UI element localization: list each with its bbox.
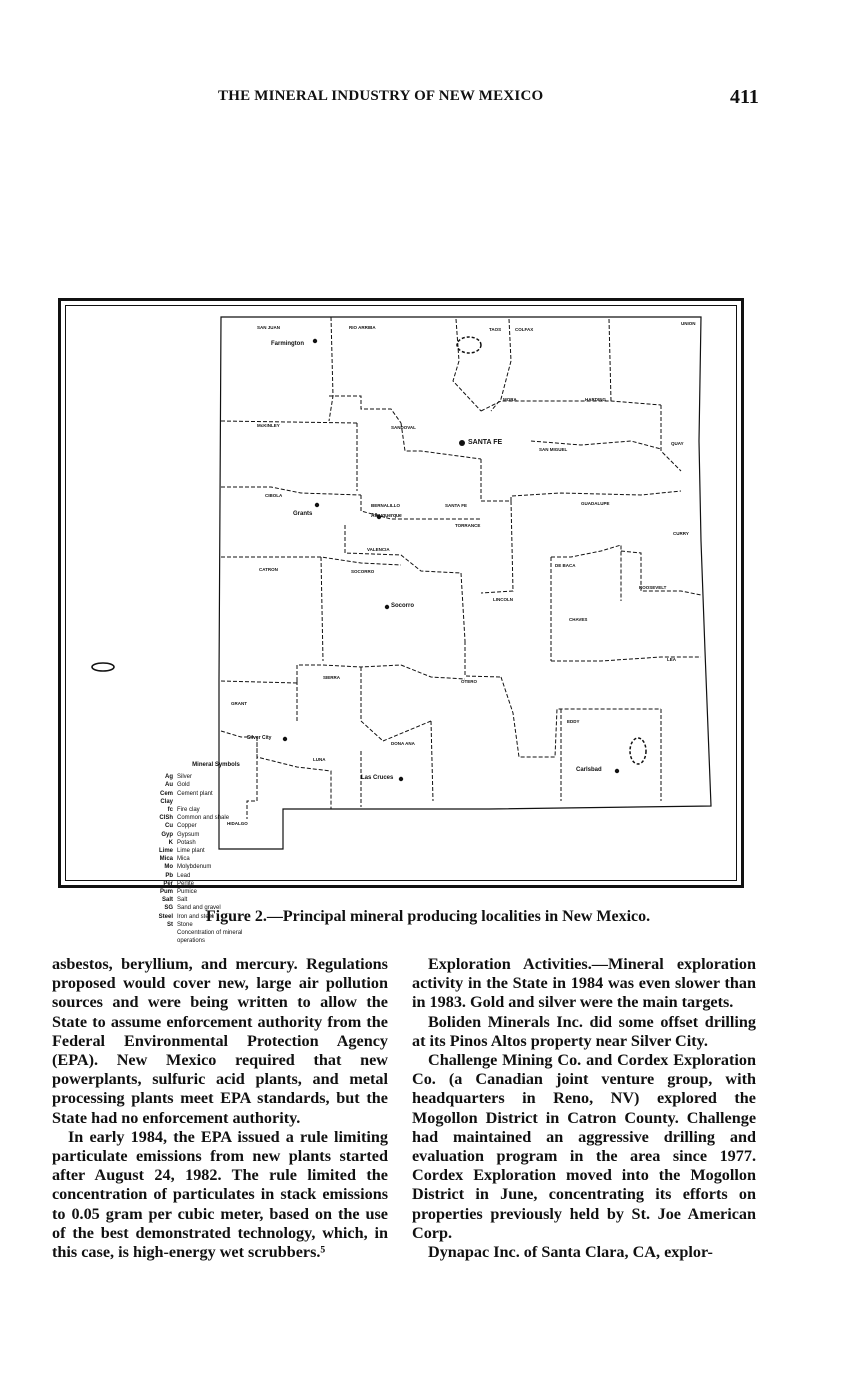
- county-line: [501, 677, 661, 757]
- legend-item: [145, 781, 257, 789]
- county-line: [481, 491, 681, 501]
- county-line: [609, 319, 611, 401]
- legend-desc: Salt: [177, 897, 188, 904]
- city-dot: [313, 339, 317, 343]
- county-label: COLFAX: [515, 327, 534, 332]
- county-label: DONA ANA: [391, 741, 415, 746]
- county-label: SAN MIGUEL: [539, 447, 568, 452]
- county-line: [461, 573, 465, 641]
- city-label-albuquerque: Albuquerque: [371, 513, 402, 519]
- legend-abbr: St: [167, 921, 173, 928]
- paragraph: Dynapac Inc. of Santa Clara, CA, explor-: [428, 1243, 713, 1262]
- county-label: QUAY: [671, 441, 684, 446]
- legend-item: [145, 855, 257, 863]
- county-label: SIERRA: [323, 675, 341, 680]
- county-label: LEA: [667, 657, 676, 662]
- paragraph: Boliden Minerals Inc. did some offset drilling at its Pinos Altos property near Silver City.: [412, 1012, 756, 1050]
- county-label: SOCORRO: [351, 569, 375, 574]
- city-dot: [385, 605, 389, 609]
- section-heading: Exploration Activities.: [428, 955, 592, 973]
- city-dot: [315, 503, 319, 507]
- legend-abbr: SG: [164, 905, 173, 912]
- legend-item: [145, 790, 257, 798]
- county-label: CIBOLA: [265, 493, 283, 498]
- legend-abbr: Pb: [165, 872, 173, 879]
- county-label: SAN JUAN: [257, 325, 281, 330]
- county-line: [221, 665, 401, 683]
- legend-desc: Common and shale: [177, 815, 230, 822]
- county-label: OTERO: [461, 679, 478, 684]
- legend-desc: Silver: [177, 774, 193, 781]
- city-label-farmington: Farmington: [271, 341, 304, 347]
- legend-desc: Cement plant: [177, 790, 213, 797]
- legend-item: [145, 896, 257, 904]
- header-title: THE MINERAL INDUSTRY OF NEW MEXICO: [218, 88, 544, 104]
- county-line: [361, 667, 383, 741]
- county-label: LINCOLN: [493, 597, 513, 602]
- legend-abbr: Cu: [165, 823, 173, 830]
- county-line: [383, 721, 431, 741]
- county-line: [551, 545, 621, 601]
- county-label: CATRON: [259, 567, 278, 572]
- legend-abbr: ClSh: [159, 815, 173, 822]
- paragraph: [412, 955, 756, 1013]
- legend-desc: Copper: [177, 823, 197, 830]
- county-line: [221, 487, 361, 495]
- legend-abbr: Au: [165, 782, 173, 789]
- legend-item: [145, 872, 257, 880]
- legend-desc: Iron and steel: [177, 913, 214, 920]
- legend-desc: Lead: [177, 872, 191, 879]
- city-label-grants: Grants: [293, 511, 313, 517]
- body-column-right: [412, 955, 756, 1262]
- legend-abbr: [145, 929, 177, 945]
- legend-item: [145, 847, 257, 855]
- county-label: VALENCIA: [367, 547, 390, 552]
- legend-abbr: Gyp: [161, 831, 173, 838]
- county-label: McKINLEY: [257, 423, 280, 428]
- legend-concentration-ellipse: [92, 663, 114, 671]
- legend-abbr: Lime: [158, 848, 173, 855]
- paragraph: Challenge Mining Co. and Cordex Exploration Co. (a Canadian joint venture group, with headquarters in Reno, NV) explored the Mogollon District in Catron County. Challenge had maintained an aggressive drilling and evaluation program in the area since 1977. Cordex Exploration moved into the Mogollon District in June, concentrating its efforts on properties previously held by St. Joe American Corp.: [412, 1051, 756, 1242]
- county-label: LUNA: [313, 757, 326, 762]
- body-column-left: [52, 955, 388, 1262]
- legend-abbr: Salt: [161, 897, 173, 904]
- county-line: [329, 396, 401, 423]
- legend-abbr: Clay: [160, 798, 173, 805]
- legend-abbr: Cem: [159, 790, 173, 797]
- legend-abbr: Steel: [158, 913, 173, 920]
- paragraph: asbestos, beryllium, and mercury. Regulations proposed would cover new, large air pollution sources and were being written to allow the State to assume enforcement authority from the Federal Environmental Protection Agency (EPA). New Mexico required that new powerplants, sulfuric acid plants, and metal processing plants meet EPA standards, but the State had no enforcement authority.: [52, 955, 388, 1127]
- city-label-carlsbad: Carlsbad: [576, 767, 602, 773]
- county-label: CHAVES: [569, 617, 588, 622]
- county-label: SANTA FE: [445, 503, 467, 508]
- legend-desc: Molybdenum: [177, 864, 212, 871]
- county-label: CURRY: [673, 531, 689, 536]
- legend-item: [145, 888, 257, 896]
- legend-desc: Gold: [177, 782, 190, 789]
- county-label: DE BACA: [555, 563, 576, 568]
- county-line: [661, 405, 681, 471]
- county-label: MORA: [503, 397, 517, 402]
- legend-desc: Perlite: [177, 880, 195, 887]
- paragraph: In early 1984, the EPA issued a rule limiting particulate emissions from new plants started after August 24, 1982. The rule limited the concentration of particulates in stack emissions to 0.05 gram per cubic meter, based on the use of the best demonstrated technology, which, in this case, is high-energy wet scrubbers.⁵: [52, 1127, 388, 1262]
- legend-abbr: Per: [163, 880, 173, 887]
- county-label: UNION: [681, 321, 696, 326]
- county-label: TAOS: [489, 327, 502, 332]
- legend-abbr: Mica: [159, 856, 173, 863]
- legend-item: [145, 929, 257, 945]
- legend-desc: Gypsum: [177, 831, 200, 838]
- page-number: 411: [730, 86, 759, 108]
- paragraph-text: —Mineral exploration activity in the State in 1984 was even slower than in 1983. Gold and silver were the main targets.: [412, 955, 756, 1012]
- legend-item: [145, 831, 257, 839]
- county-line: [345, 525, 461, 573]
- concentration-ellipse: [630, 738, 646, 764]
- legend-desc: Concentration of mineral operations: [177, 930, 243, 945]
- county-label: ROOSEVELT: [639, 585, 667, 590]
- legend-item: [145, 773, 257, 781]
- city-dot: [399, 777, 403, 781]
- city-label-santa-fe: SANTA FE: [468, 439, 503, 446]
- legend-desc: Lime plant: [177, 848, 205, 855]
- legend-abbr: Mo: [164, 864, 173, 871]
- county-line: [221, 421, 357, 423]
- county-line: [321, 557, 323, 661]
- county-line: [481, 501, 513, 593]
- legend-desc: Stone: [177, 921, 193, 928]
- county-line: [453, 319, 481, 411]
- county-label: SANDOVAL: [391, 425, 416, 430]
- state-outline: [219, 317, 711, 849]
- legend-abbr: Pum: [159, 889, 173, 896]
- county-line: [481, 401, 661, 411]
- county-label: GUADALUPE: [581, 501, 610, 506]
- legend-desc: Potash: [177, 839, 196, 846]
- county-line: [329, 317, 333, 421]
- county-label: RIO ARRIBA: [349, 325, 376, 330]
- legend-item: [145, 806, 257, 814]
- county-label: HIDALGO: [227, 821, 248, 826]
- legend-desc: Mica: [177, 856, 190, 863]
- legend-desc: Fire clay: [177, 807, 200, 814]
- legend-abbr: Ag: [165, 774, 173, 781]
- figure-caption: Figure 2.—Principal mineral producing localities in New Mexico.: [205, 908, 651, 925]
- city-dot: [283, 737, 287, 741]
- legend-abbr: fc: [167, 807, 173, 814]
- county-label: EDDY: [567, 719, 580, 724]
- county-line: [551, 657, 701, 661]
- city-label-silver-city: Silver City: [247, 735, 272, 741]
- legend-item: [145, 839, 257, 847]
- concentration-ellipse: [457, 337, 481, 353]
- legend-item: [145, 798, 257, 806]
- legend-item: [145, 880, 257, 888]
- legend-desc: Sand and gravel: [177, 905, 221, 912]
- county-label: HARDING: [585, 397, 606, 402]
- county-label: GRANT: [231, 701, 247, 706]
- legend-desc: Pumice: [177, 889, 198, 896]
- city-label-las-cruces: Las Cruces: [361, 775, 394, 781]
- county-line: [431, 721, 433, 801]
- legend-title: Mineral Symbols: [192, 762, 240, 768]
- county-label: BERNALILLO: [371, 503, 400, 508]
- legend-item: [145, 863, 257, 871]
- city-dot: [615, 769, 619, 773]
- county-line: [465, 641, 501, 677]
- legend-abbr: K: [168, 839, 173, 846]
- county-label: TORRANCE: [455, 523, 481, 528]
- county-line: [221, 557, 401, 565]
- county-line: [401, 665, 465, 679]
- city-dot: [459, 440, 465, 446]
- city-label-socorro: Socorro: [391, 603, 415, 609]
